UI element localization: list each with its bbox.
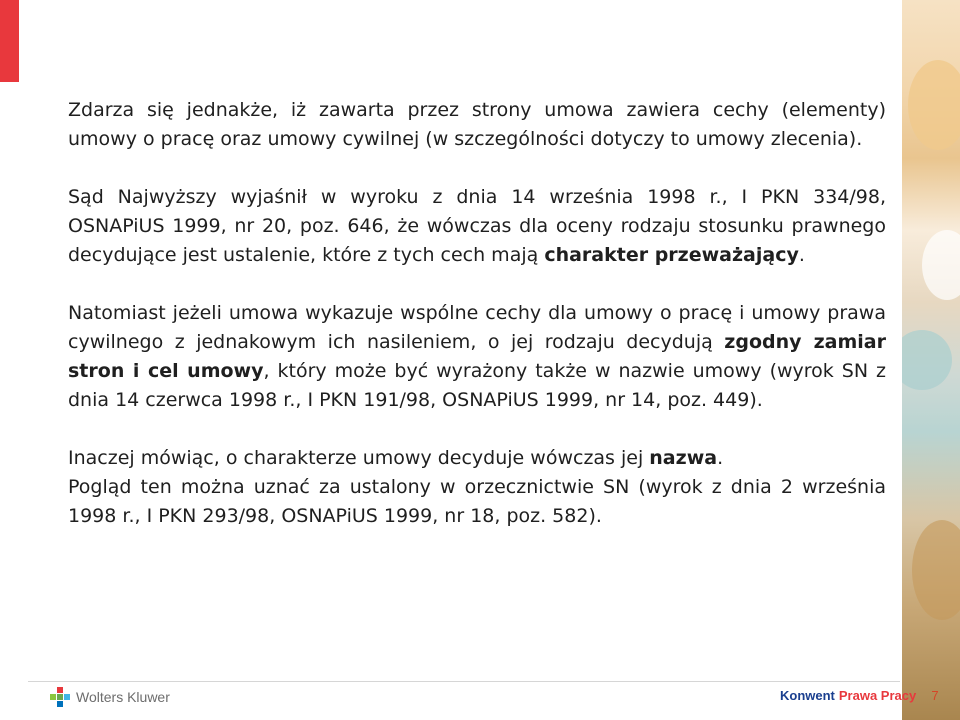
paragraph-established-view xyxy=(68,473,886,531)
wolters-kluwer-icon xyxy=(50,687,70,707)
emphasis-text: nazwa xyxy=(649,447,718,469)
body-text: , który może być wyrażony także w nazwie umowy (wyrok SN z dnia 14 czerwca 1998 r., I PKN 191/98, OSNAPiUS 1999, nr 14, poz. 449). xyxy=(68,360,886,411)
event-name xyxy=(780,688,916,703)
paragraph-supreme-court-ruling xyxy=(68,183,886,270)
emphasis-text: charakter przeważający xyxy=(544,244,799,266)
brand-name: Wolters Kluwer xyxy=(76,689,170,705)
footer-divider xyxy=(28,681,900,682)
page-number: 7 xyxy=(931,688,939,703)
puzzle-photo-strip xyxy=(902,0,960,720)
accent-bar xyxy=(0,0,19,82)
body-text: Zdarza się jednakże, iż zawarta przez strony umowa zawiera cechy (elementy) umowy o pracę oraz umowy cywilnej (w szczególności dotyczy to umowy zlecenia). xyxy=(68,99,886,150)
body-text: Natomiast jeżeli umowa wykazuje wspólne cechy dla umowy o pracę i umowy prawa cywilnego z jednakowym ich nasileniem, o jej rodzaju decydują xyxy=(68,302,886,353)
paragraph-name-decides xyxy=(68,444,886,473)
body-text: Sąd Najwyższy wyjaśnił w wyroku z dnia 14 września 1998 r., I PKN 334/98, OSNAPiUS 1999, nr 20, poz. 646, że wówczas dla oceny rodzaju stosunku prawnego decydujące jest ustalenie, które z tych cech mają xyxy=(68,186,886,266)
wolters-kluwer-logo xyxy=(50,685,170,709)
body-text: . xyxy=(798,244,805,266)
body-text: Inaczej mówiąc, o charakterze umowy decyduje wówczas jej xyxy=(68,447,650,469)
emphasis-text: zgodny zamiar stron i cel umowy xyxy=(68,331,886,382)
body-text: . xyxy=(717,447,724,469)
body-text: Pogląd ten można uznać za ustalony w orzecznictwie SN (wyrok z dnia 2 września 1998 r., I PKN 293/98, OSNAPiUS 1999, nr 18, poz. 582). xyxy=(68,476,886,527)
event-name-prefix: Konwent xyxy=(780,688,835,703)
slide-body xyxy=(68,96,886,531)
paragraph-equal-features xyxy=(68,299,886,415)
event-name-suffix: Prawa Pracy xyxy=(838,688,917,703)
paragraph-mixed-contract xyxy=(68,96,886,154)
